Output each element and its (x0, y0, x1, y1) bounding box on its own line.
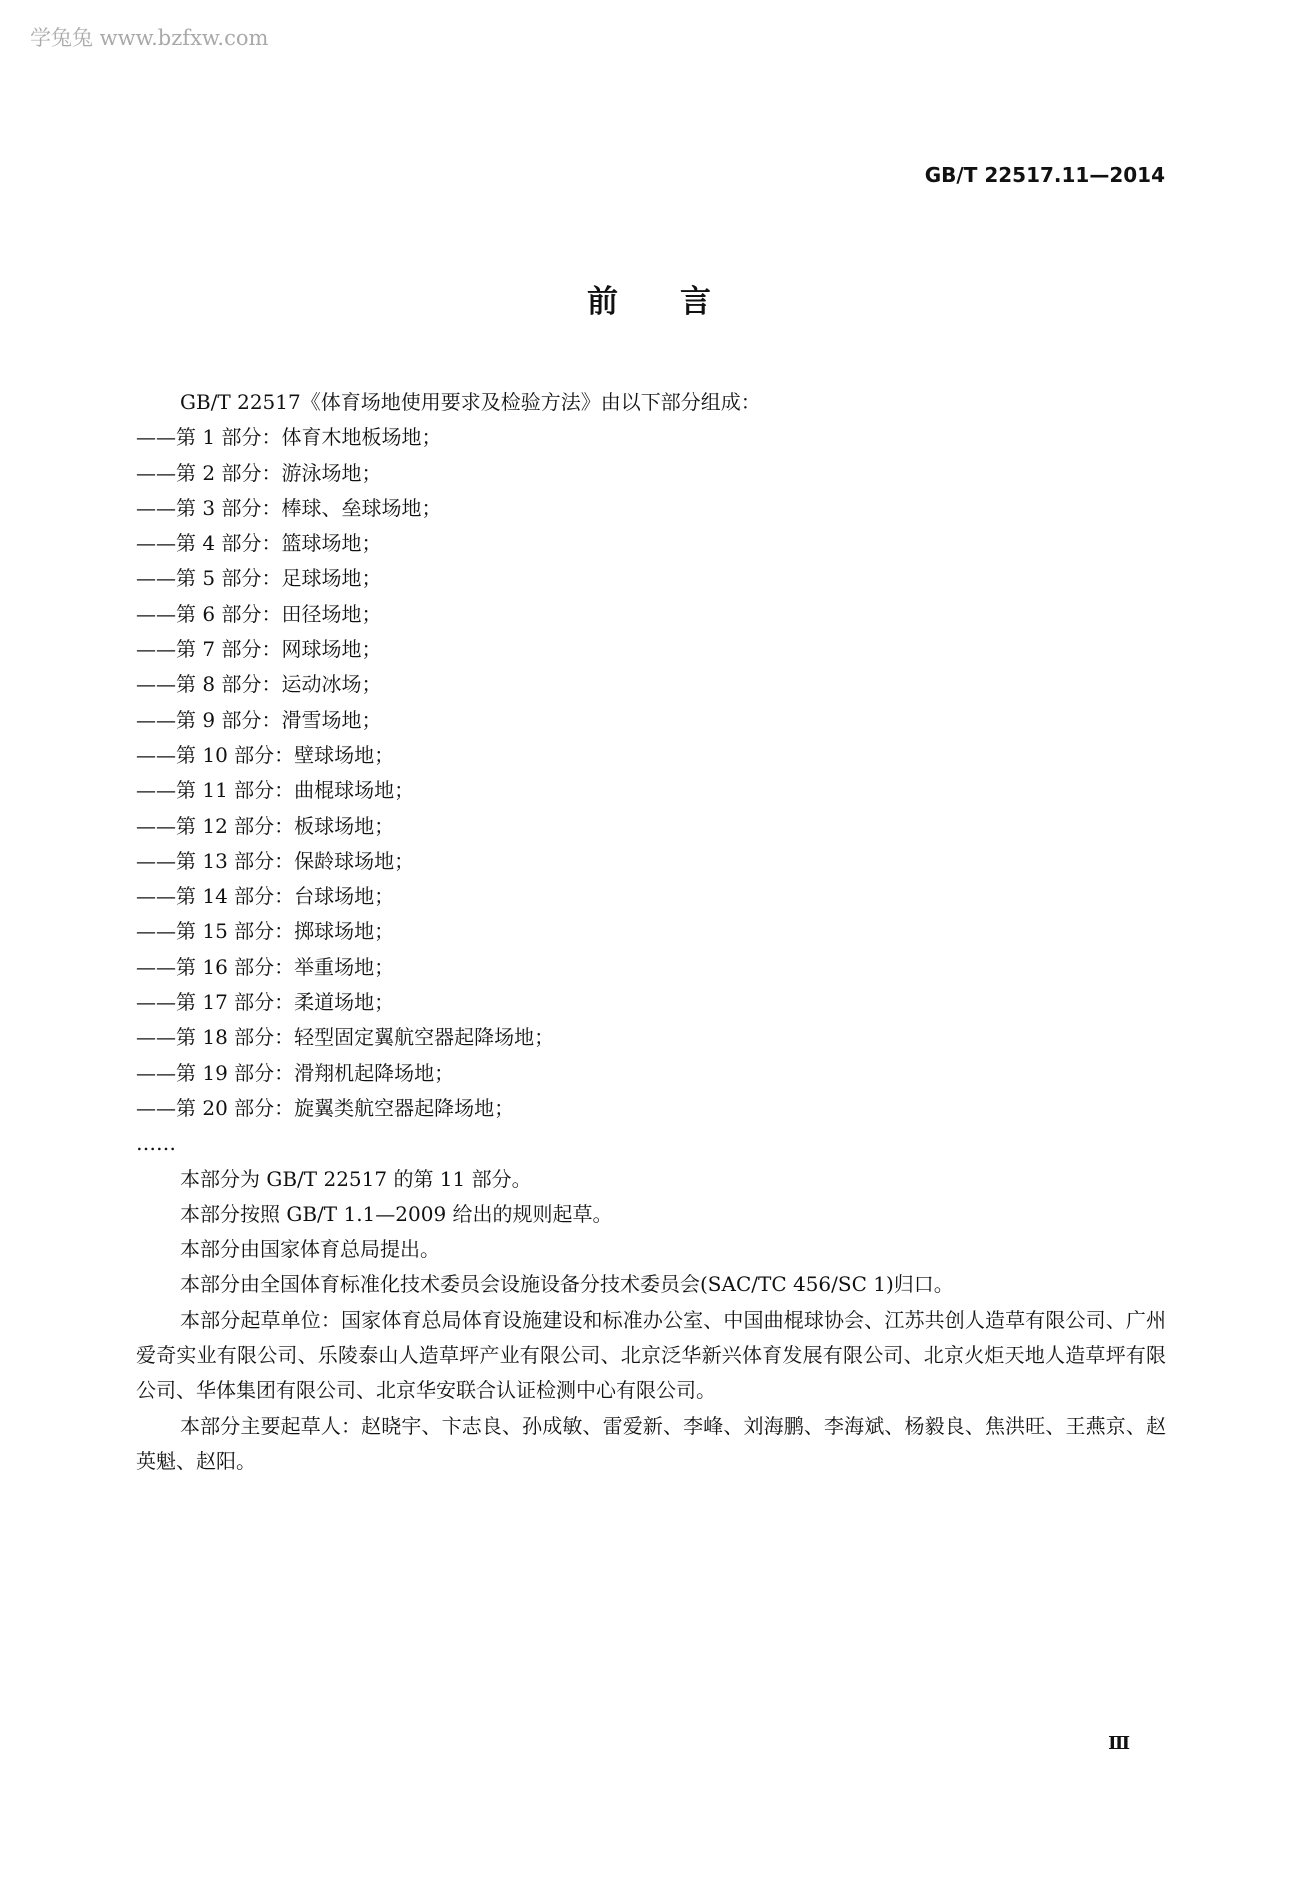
parts-list (136, 420, 1166, 1126)
list-item: ——第 4 部分：篮球场地； (136, 531, 382, 556)
list-item: ——第 8 部分：运动冰场； (136, 672, 382, 697)
list-item: ——第 13 部分：保龄球场地； (136, 848, 415, 873)
list-item: ——第 9 部分：滑雪场地； (136, 707, 382, 732)
list-item: ——第 7 部分：网球场地； (136, 637, 382, 662)
list-item: ——第 15 部分：掷球场地； (136, 919, 395, 944)
intro-line: GB/T 22517《体育场地使用要求及检验方法》由以下部分组成： (180, 390, 761, 414)
list-item: ——第 18 部分：轻型固定翼航空器起降场地； (136, 1025, 555, 1050)
document-body (136, 385, 1166, 1479)
list-item: ——第 17 部分：柔道场地； (136, 990, 395, 1015)
list-item: ——第 19 部分：滑翔机起降场地； (136, 1060, 455, 1085)
list-item: ——第 14 部分：台球场地； (136, 884, 395, 909)
list-item: ——第 12 部分：板球场地； (136, 813, 395, 838)
list-item: ——第 5 部分：足球场地； (136, 566, 382, 591)
list-item: ——第 3 部分：棒球、垒球场地； (136, 495, 442, 520)
ellipsis: …… (136, 1131, 176, 1156)
statement-part-number: 本部分为 GB/T 22517 的第 11 部分。 (180, 1166, 532, 1191)
page-title: 前言 (587, 284, 773, 320)
list-item: ——第 11 部分：曲棍球场地； (136, 778, 415, 803)
list-item: ——第 16 部分：举重场地； (136, 954, 395, 979)
list-item: ——第 2 部分：游泳场地； (136, 460, 382, 485)
drafting-units-paragraph: 本部分起草单位：国家体育总局体育设施建设和标准办公室、中国曲棍球协会、江苏共创人造草有限公司、广州爱奇实业有限公司、乐陵泰山人造草坪产业有限公司、北京泛华新兴体育发展有限公司、北京火炬天地人造草坪有限公司、华体集团有限公司、北京华安联合认证检测中心有限公司。 (136, 1307, 1166, 1403)
statement-technical-committee: 本部分由全国体育标准化技术委员会设施设备分技术委员会(SAC/TC 456/SC 1)归口。 (180, 1272, 954, 1297)
list-item: ——第 10 部分：壁球场地； (136, 742, 395, 767)
drafters-paragraph: 本部分主要起草人：赵晓宇、卞志良、孙成敏、雷爱新、李峰、刘海鹏、李海斌、杨毅良、焦洪旺、王燕京、赵英魁、赵阳。 (136, 1413, 1166, 1473)
list-item: ——第 20 部分：旋翼类航空器起降场地； (136, 1095, 515, 1120)
statement-proposer: 本部分由国家体育总局提出。 (180, 1237, 440, 1262)
standard-code: GB/T 22517.11—2014 (924, 163, 1165, 187)
list-item: ——第 1 部分：体育木地板场地； (136, 425, 442, 450)
list-item: ——第 6 部分：田径场地； (136, 601, 382, 626)
watermark-text: 学兔兔 www.bzfxw.com (30, 26, 269, 50)
page-number: Ⅲ (1108, 1733, 1130, 1754)
statement-drafting-rules: 本部分按照 GB/T 1.1—2009 给出的规则起草。 (180, 1201, 613, 1226)
